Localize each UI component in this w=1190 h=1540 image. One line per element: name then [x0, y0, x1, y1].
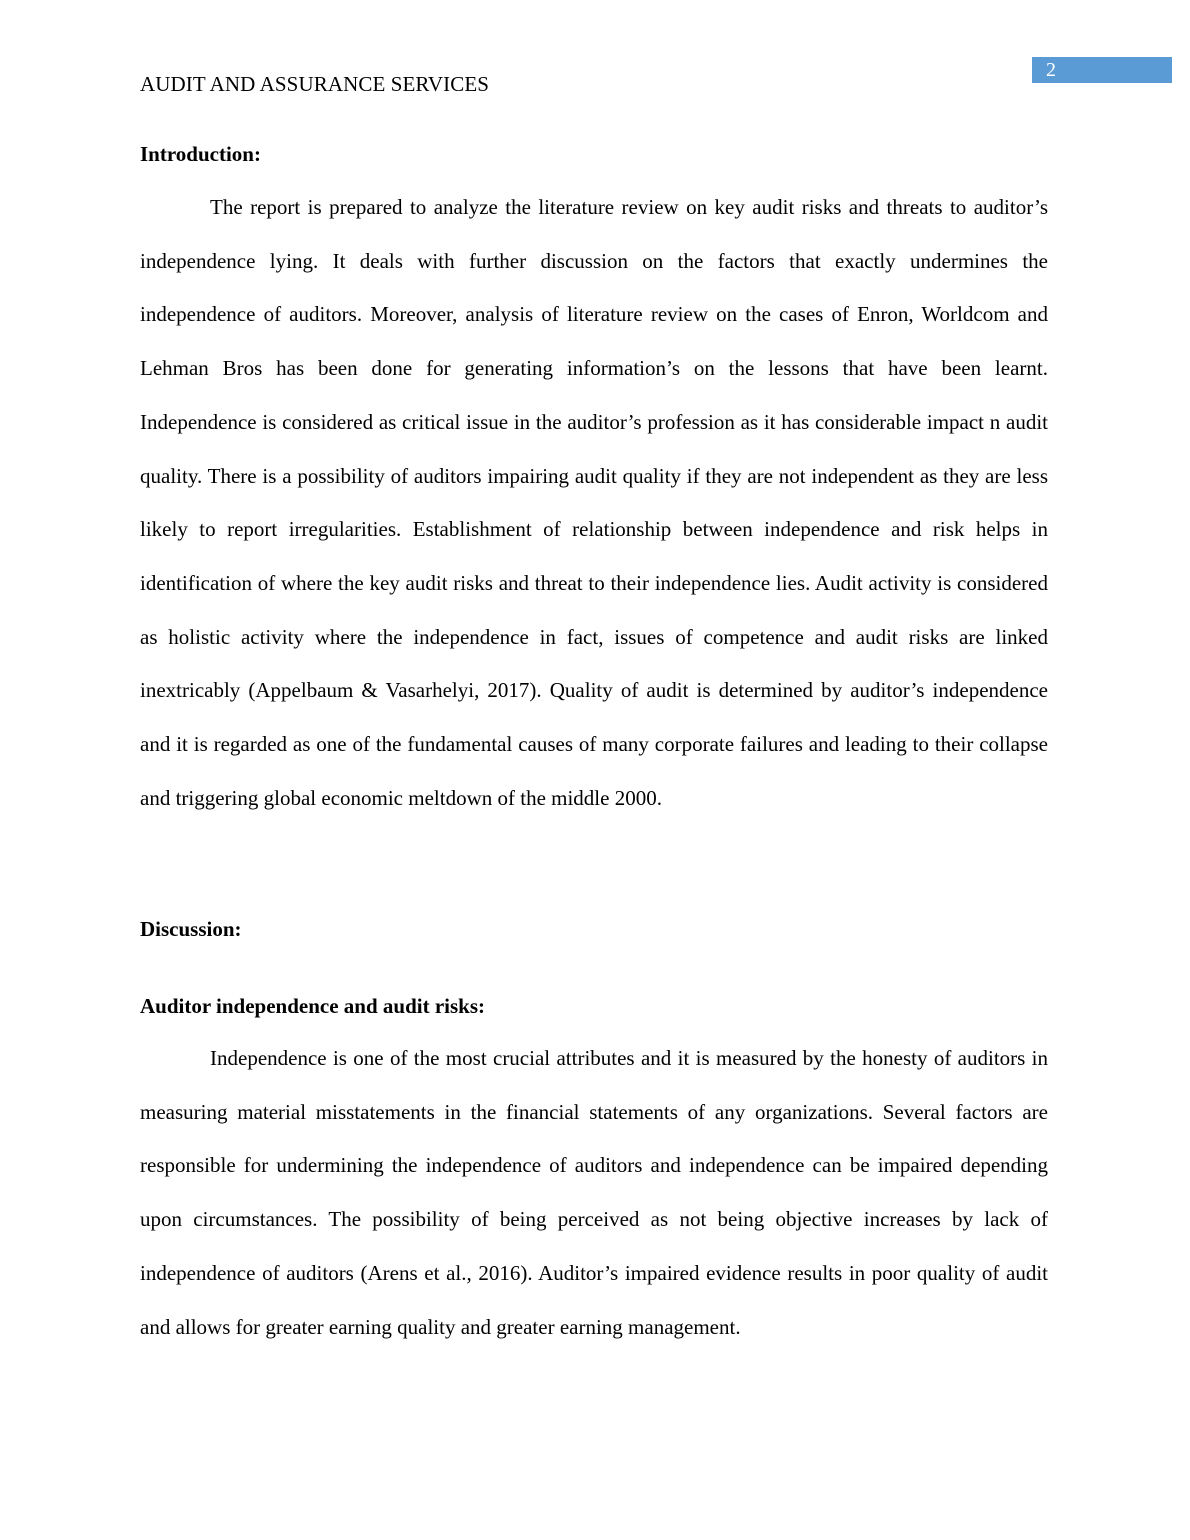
discussion-heading: Discussion:	[140, 917, 242, 941]
page-number: 2	[1046, 59, 1056, 81]
subsection-paragraph: Independence is one of the most crucial attributes and it is measured by the honesty of auditors in measuring material misstatements in the financial statements of any organizations. Several factors are responsible for undermining the independence of auditors and independence can be impaired depending upon circumstances. The possibility of being perceived as not being objective increases by lack of independence of auditors (Arens et al., 2016). Auditor’s impaired evidence results in poor quality of audit and allows for greater earning quality and greater earning management.	[140, 1046, 1048, 1339]
page-number-badge	[1032, 57, 1172, 83]
running-head: AUDIT AND ASSURANCE SERVICES	[140, 72, 490, 96]
introduction-paragraph: The report is prepared to analyze the literature review on key audit risks and threats to auditor’s independence lying. It deals with further discussion on the factors that exactly undermines the independence of auditors. Moreover, analysis of literature review on the cases of Enron, Worldcom and Lehman Bros has been done for generating information’s on the lessons that have been learnt. Independence is considered as critical issue in the auditor’s profession as it has considerable impact n audit quality. There is a possibility of auditors impairing audit quality if they are not independent as they are less likely to report irregularities. Establishment of relationship between independence and risk helps in identification of where the key audit risks and threat to their independence lies. Audit activity is considered as holistic activity where the independence in fact, issues of competence and audit risks are linked inextricably (Appelbaum & Vasarhelyi, 2017). Quality of audit is determined by auditor’s independence and it is regarded as one of the fundamental causes of many corporate failures and leading to their collapse and triggering global economic meltdown of the middle 2000.	[140, 195, 1048, 810]
subsection-heading: Auditor independence and audit risks:	[140, 994, 486, 1018]
introduction-heading: Introduction:	[140, 142, 261, 166]
